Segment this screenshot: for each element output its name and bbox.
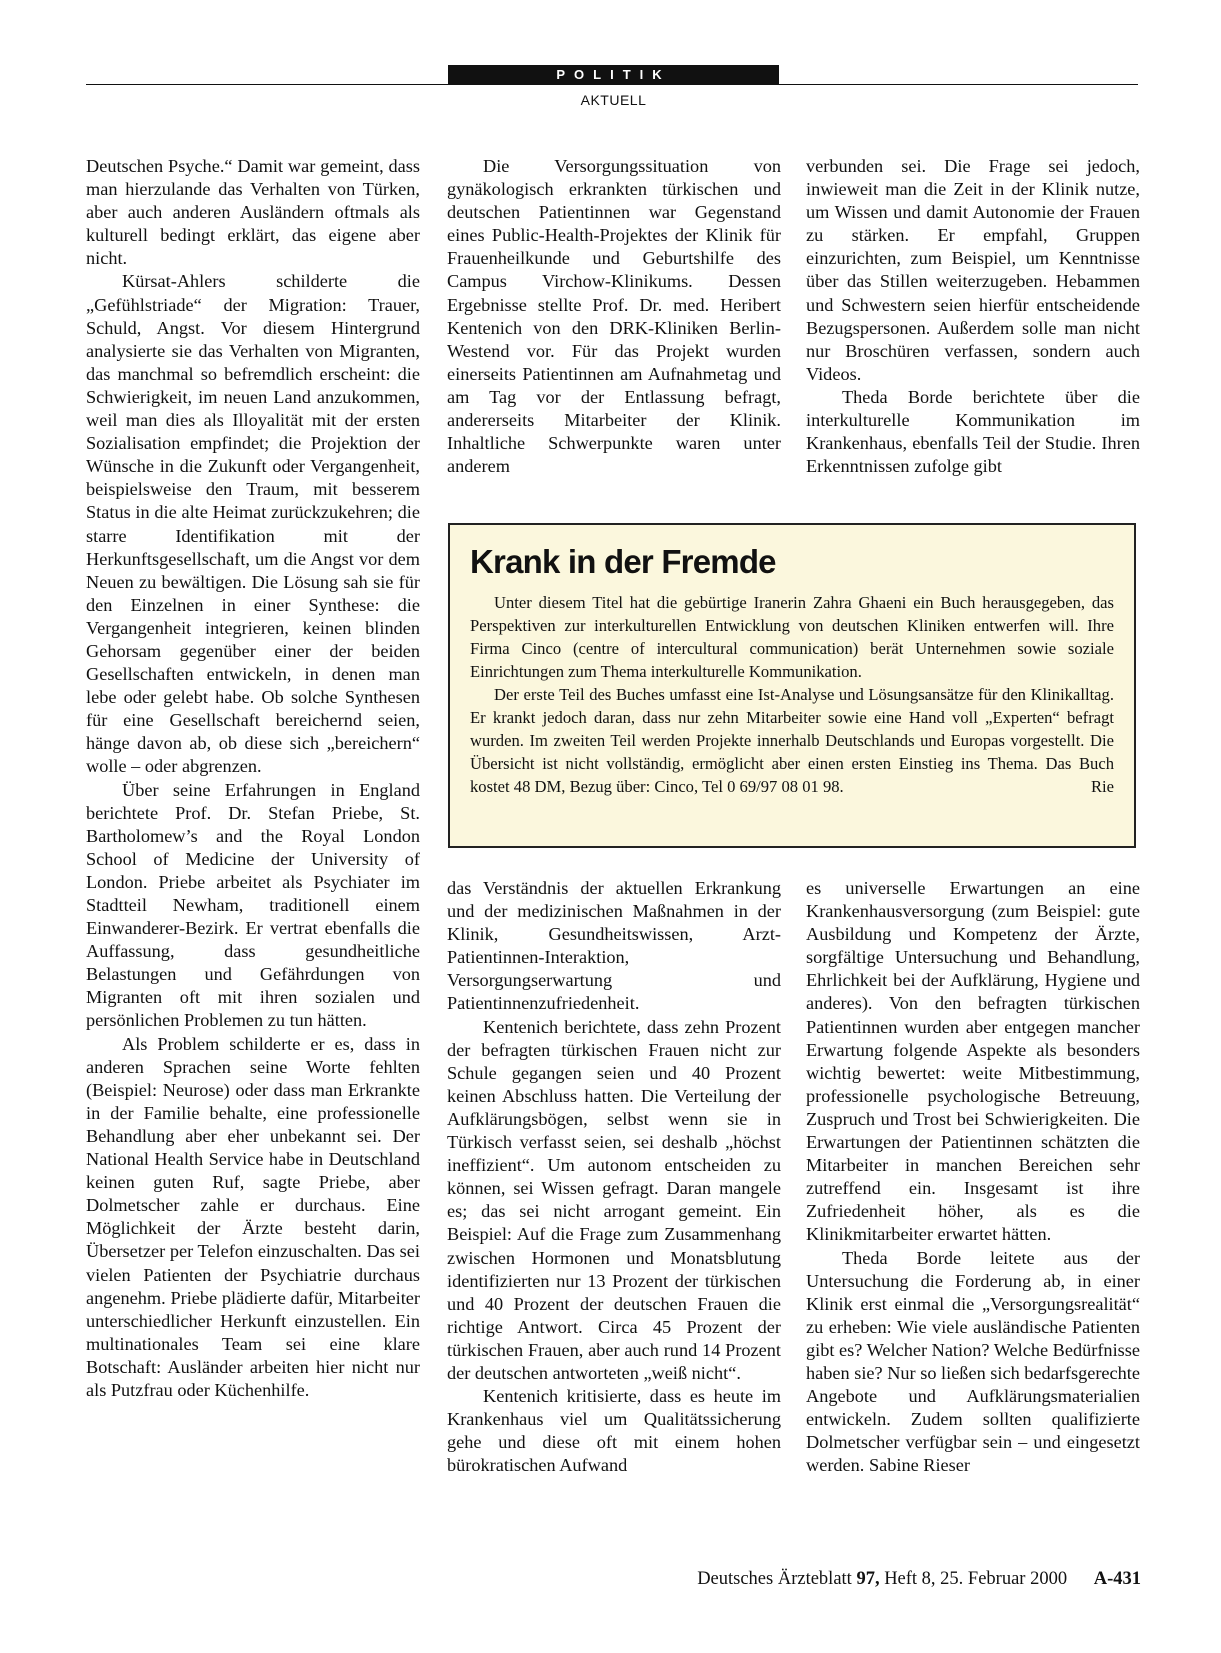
box-paragraph: Unter diesem Titel hat die gebürtige Iranerin Zahra Ghaeni ein Buch herausgegeben, das Perspektiven zur interkulturellen Entwicklung von deutschen Kliniken entwerfen will. Ihre Firma Cinco (centre of intercultural communication) berät Unternehmen sowie soziale Einrichtungen zum Thema interkulturelle Kommunikation.	[470, 593, 1114, 681]
paragraph: Als Problem schilderte er es, dass in anderen Sprachen seine Worte fehlten (Beispiel: Neurose) oder dass man Erkrankte in der Familie behalte, eine professionelle Behandlung aber eher unbekannt sei. Der National Health Service habe in Deutschland keinen guten Ruf, sagte Priebe, aber Dolmetscher zahle er durchaus. Eine Möglichkeit der Ärzte besteht darin, Übersetzer per Telefon einzuschalten. Das sei vielen Patienten der Psychiatrie durchaus angenehm. Priebe plädierte dafür, Mitarbeiter unterschiedlicher Herkunft einzustellen. Ein multinationales Team sei eine klare Botschaft: Ausländer arbeiten hier nicht nur als Putzfrau oder Küchenhilfe.	[86, 1033, 420, 1400]
paragraph: Deutschen Psyche.“ Damit war gemeint, dass man hierzulande das Verhalten von Türken, aber auch anderen Ausländern oftmals als kulturell bedingt erklärt, das eigene aber nicht.	[86, 156, 420, 269]
paragraph: Über seine Erfahrungen in England berichtete Prof. Dr. Stefan Priebe, St. Bartholomew’s and the Royal London School of Medicine der University of London. Priebe arbeitet als Psychiater im Stadtteil Newham, traditionell einem Einwanderer-Bezirk. Er vertrat ebenfalls die Auffassung, dass gesundheitliche Belastungen und Gefährdungen von Migranten oft mit ihren sozialen und persönlichen Problemen zu tun hätten.	[86, 779, 420, 1031]
book-review-box	[448, 523, 1136, 848]
journal-issue: Heft 8, 25. Februar 2000	[884, 1569, 1068, 1589]
box-title: Krank in der Fremde	[470, 543, 776, 580]
box-paragraph	[470, 683, 1114, 798]
article-column-3-top	[806, 155, 1140, 495]
header-rule	[86, 84, 1138, 85]
article-column-3-bottom	[806, 877, 1140, 1557]
section-header: POLITIK	[448, 65, 779, 85]
article-column-2-top	[447, 155, 781, 495]
article-column-2-bottom	[447, 877, 781, 1557]
paragraph: Kentenich berichtete, dass zehn Prozent der befragten türkischen Frauen nicht zur Schule gegangen seien und 40 Prozent keinen Abschluss hatten. Die Verteilung der Aufklärungsbögen, selbst wenn sie in Türkisch verfasst seien, sei deshalb „höchst ineffizient“. Um autonom entscheiden zu können, sei Wissen gefragt. Daran mangele es; das sei nicht arrogant gemeint. Ein Beispiel: Auf die Frage zum Zusammenhang zwischen Hormonen und Monatsblutung identifizierten nur 13 Prozent der türkischen und 40 Prozent der deutschen Frauen die richtige Antwort. Circa 45 Prozent der türkischen Frauen, aber auch rund 14 Prozent der deutschen antworteten „weiß nicht“.	[447, 1016, 781, 1383]
subsection-label: AKTUELL	[580, 92, 647, 108]
page-number: A-431	[1093, 1569, 1141, 1589]
journal-name: Deutsches Ärzteblatt	[697, 1569, 852, 1589]
box-signature: Rie	[1090, 777, 1114, 796]
article-column-1	[86, 155, 420, 1545]
paragraph: Die Versorgungssituation von gynäkologisch erkrankten türkischen und deutschen Patientinnen war Gegenstand eines Public-Health-Projektes der Klinik für Frauenheilkunde und Geburtshilfe des Campus Virchow-Klinikums. Dessen Ergebnisse stellte Prof. Dr. med. Heribert Kentenich von den DRK-Kliniken Berlin-Westend vor. Für das Projekt wurden einerseits Patientinnen am Aufnahmetag und am Tag vor der Entlassung befragt, andererseits Mitarbeiter der Klinik. Inhaltliche Schwerpunkte waren unter anderem	[447, 156, 781, 477]
journal-volume: 97,	[856, 1569, 880, 1589]
paragraph: Kürsat-Ahlers schilderte die „Gefühlstriade“ der Migration: Trauer, Schuld, Angst. Vor diesem Hintergrund analysierte sie das Verhalten von Migranten, das manchmal so befremdlich erscheint: die Schwierigkeit, im neuen Land anzukommen, weil man dies als Illoyalität mit der ersten Sozialisation empfindet; die Projektion der Wünsche in die Zukunft oder Vergangenheit, beispielsweise den Traum, mit besserem Status in die alte Heimat zurückzukehren; die starre Identifikation mit der Herkunftsgesellschaft, um die Angst vor dem Neuen zu bewältigen. Die Lösung sah sie für den Einzelnen in einer Synthese: die Vergangenheit integrieren, keinen blinden Gehorsam gegenüber einer der beiden Gesellschaften entwickeln, in denen man lebe oder gelebt habe. Ob solche Synthesen für eine Gesellschaft bereichernd seien, hänge davon ab, ob diese sich „bereichern“ wolle – oder abgrenzen.	[86, 271, 420, 777]
paragraph: das Verständnis der aktuellen Erkrankung und der medizinischen Maßnahmen in der Klinik, Gesundheitswissen, Arzt-Patientinnen-Interaktion, Versorgungserwartung und Patientinnenzufriedenheit.	[447, 878, 781, 1014]
paragraph: es universelle Erwartungen an eine Krankenhausversorgung (zum Beispiel: gute Ausbildung und Kompetenz der Ärzte, sorgfältige Untersuchung und Behandlung, Ehrlichkeit bei der Aufklärung, Hygiene und anderes). Von den befragten türkischen Patientinnen wurden aber entgegen mancher Erwartung folgende Aspekte als besonders wichtig bewertet: weite Mitbestimmung, professionelle psychologische Betreuung, Zuspruch und Trost bei Schwierigkeiten. Die Erwartungen der Patientinnen schätzten die Mitarbeiter in manchen Bereichen sehr zutreffend ein. Insgesamt ist ihre Zufriedenheit höher, als es die Klinikmitarbeiter erwartet hätten.	[806, 878, 1140, 1245]
page-footer	[697, 1569, 1141, 1590]
paragraph: Theda Borde leitete aus der Untersuchung die Forderung ab, in einer Klinik erst einmal die „Versorgungsrealität“ zu erheben: Wie viele ausländische Patienten gibt es? Welcher Nation? Welche Bedürfnisse haben sie? Nur so ließen sich bedarfsgerechte Angebote und Aufklärungsmaterialien entwickeln. Zudem sollten qualifizierte Dolmetscher verfügbar sein – und eingesetzt werden. Sabine Rieser	[806, 1247, 1140, 1476]
paragraph: Kentenich kritisierte, dass es heute im Krankenhaus viel um Qualitätssicherung gehe und diese oft mit einem hohen bürokratischen Aufwand	[447, 1386, 781, 1476]
paragraph: verbunden sei. Die Frage sei jedoch, inwieweit man die Zeit in der Klinik nutze, um Wissen und damit Autonomie der Frauen zu stärken. Er empfahl, Gruppen einzurichten, zum Beispiel, um Kenntnisse über das Stillen weiterzugeben. Hebammen und Schwestern seien hierfür entscheidende Bezugspersonen. Außerdem solle man nicht nur Broschüren verfassen, sondern auch Videos.	[806, 156, 1140, 384]
box-paragraph-text: Der erste Teil des Buches umfasst eine Ist-Analyse und Lösungsansätze für den Klinikalltag. Er krankt jedoch daran, dass nur zehn Mitarbeiter sowie eine Hand voll „Experten“ befragt wurden. Im zweiten Teil werden Projekte innerhalb Deutschlands und Europas vorgestellt. Die Übersicht ist nicht vollständig, ermöglicht aber einen ersten Einstieg ins Thema. Das Buch kostet 48 DM, Bezug über: Cinco, Tel 0 69/97 08 01 98.	[470, 685, 1114, 796]
paragraph: Theda Borde berichtete über die interkulturelle Kommunikation im Krankenhaus, ebenfalls Teil der Studie. Ihren Erkenntnissen zufolge gibt	[806, 386, 1140, 477]
